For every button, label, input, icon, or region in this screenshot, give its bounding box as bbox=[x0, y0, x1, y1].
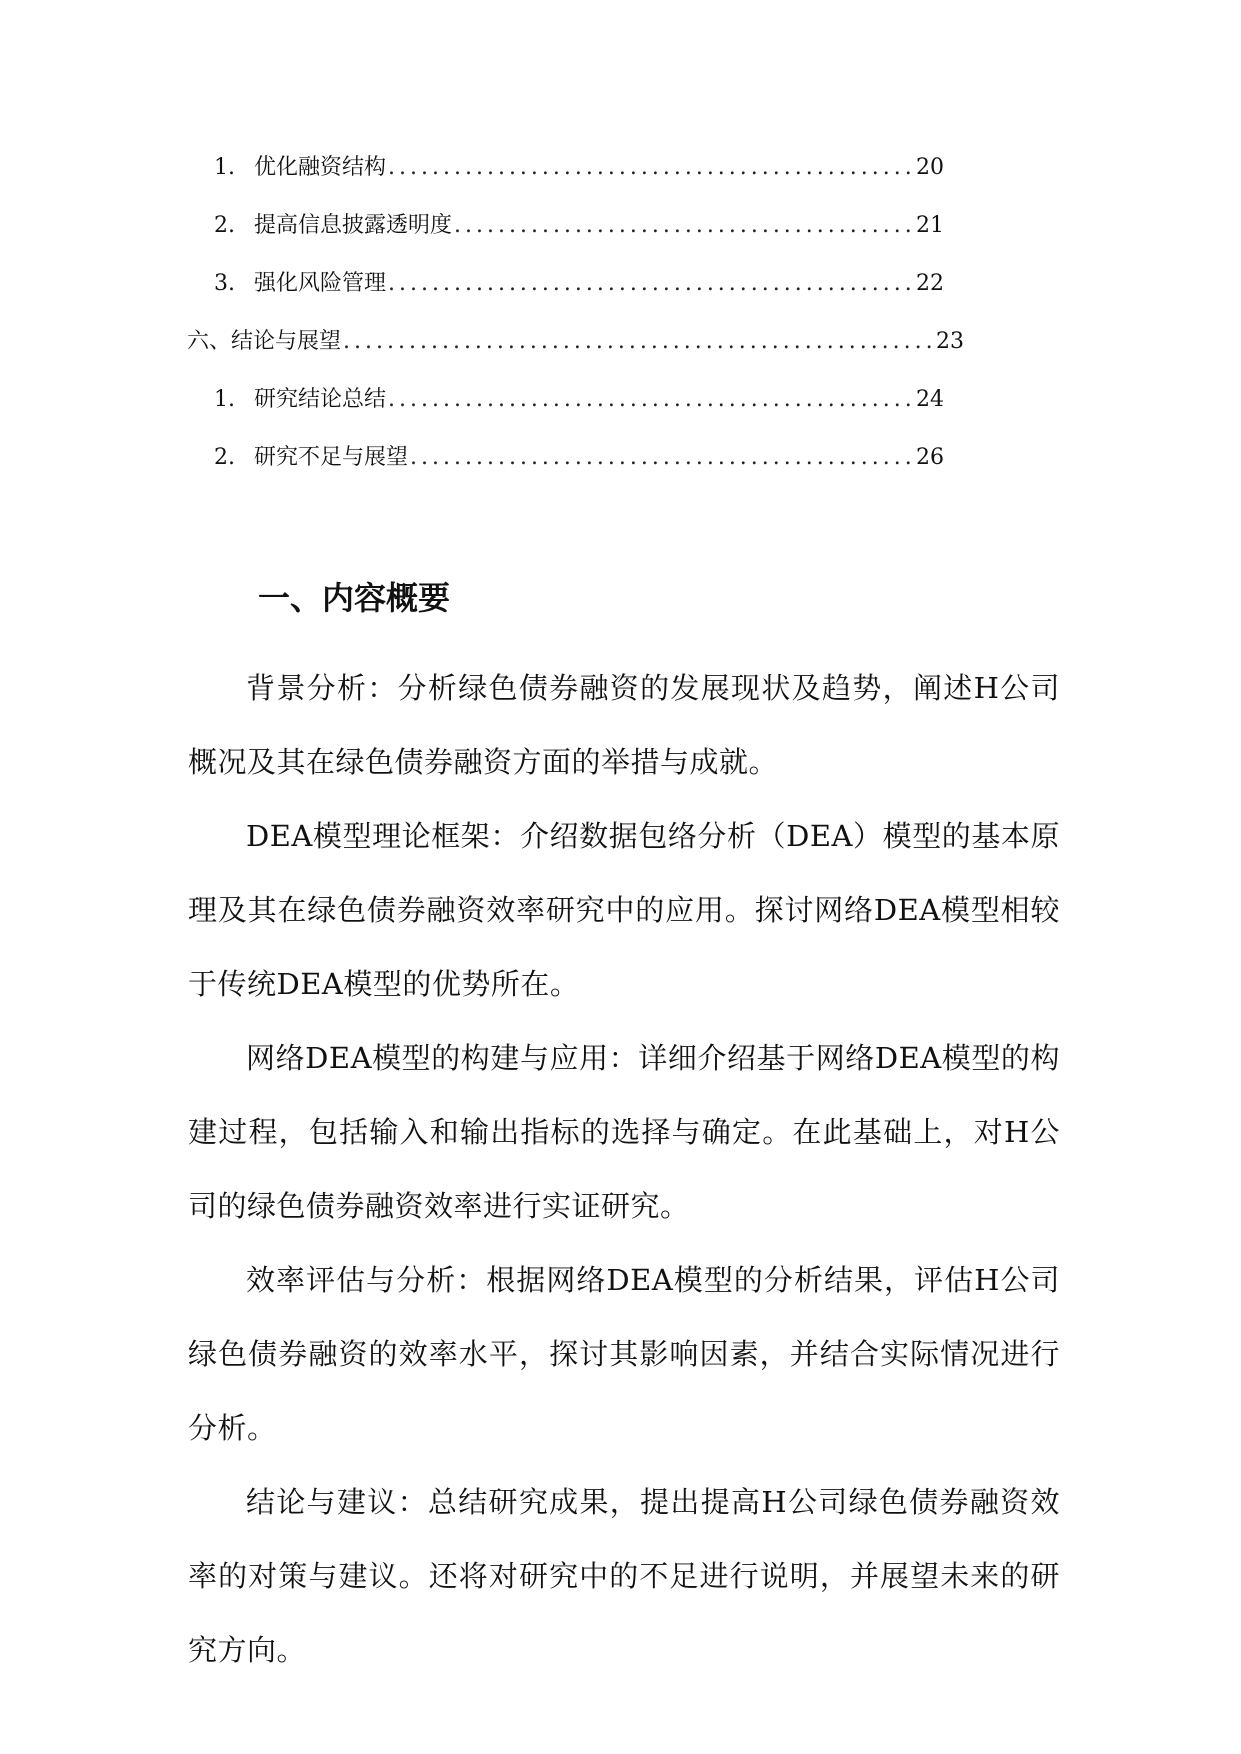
toc-leader-dots bbox=[388, 150, 914, 186]
toc-entry-label: 提高信息披露透明度 bbox=[254, 213, 453, 238]
toc-entry-page: 21 bbox=[916, 213, 944, 238]
toc-entry-number: 1. bbox=[214, 155, 235, 180]
paragraph-efficiency-evaluation: 效率评估与分析：根据网络DEA模型的分析结果，评估H公司绿色债券融资的效率水平，探讨其影响因素，并结合实际情况进行分析。 bbox=[188, 1263, 1060, 1445]
toc-entry-page: 26 bbox=[916, 445, 944, 470]
toc-entry[interactable] bbox=[214, 440, 944, 476]
paragraph-network-dea-construction: 网络DEA模型的构建与应用：详细介绍基于网络DEA模型的构建过程，包括输入和输出指标的选择与确定。在此基础上，对H公司的绿色债券融资效率进行实证研究。 bbox=[188, 1041, 1060, 1223]
paragraph-dea-framework: DEA模型理论框架：介绍数据包络分析（DEA）模型的基本原理及其在绿色债券融资效率研究中的应用。探讨网络DEA模型相较于传统DEA模型的优势所在。 bbox=[188, 819, 1060, 1001]
section-heading: 一、内容概要 bbox=[258, 579, 451, 617]
toc-leader-dots bbox=[410, 440, 914, 476]
toc-leader-dots bbox=[454, 208, 914, 244]
paragraph-background-analysis: 背景分析：分析绿色债券融资的发展现状及趋势，阐述H公司概况及其在绿色债券融资方面的举措与成就。 bbox=[188, 671, 1060, 779]
toc-leader-dots bbox=[388, 266, 914, 302]
toc-entry[interactable] bbox=[187, 324, 964, 360]
toc-entry[interactable] bbox=[214, 382, 944, 418]
toc-leader-dots bbox=[388, 382, 914, 418]
toc-entry-page: 23 bbox=[936, 329, 964, 354]
toc-entry[interactable] bbox=[214, 150, 944, 186]
toc-entry-label: 六、结论与展望 bbox=[187, 329, 342, 354]
toc-entry-page: 22 bbox=[916, 271, 944, 296]
toc-entry[interactable] bbox=[214, 266, 944, 302]
section-body bbox=[188, 651, 1060, 1687]
paragraph-conclusions: 结论与建议：总结研究成果，提出提高H公司绿色债券融资效率的对策与建议。还将对研究中的不足进行说明，并展望未来的研究方向。 bbox=[188, 1485, 1060, 1667]
toc-entry-number: 1. bbox=[214, 387, 235, 412]
toc-entry-number: 3. bbox=[214, 271, 235, 296]
toc-entry-label: 研究不足与展望 bbox=[254, 445, 409, 470]
toc-leader-dots bbox=[343, 324, 934, 360]
toc-entry[interactable] bbox=[214, 208, 944, 244]
toc-entry-page: 24 bbox=[916, 387, 944, 412]
toc-entry-number: 2. bbox=[214, 213, 235, 238]
toc-entry-label: 强化风险管理 bbox=[254, 271, 387, 296]
toc-entry-number: 2. bbox=[214, 445, 235, 470]
toc-entry-label: 研究结论总结 bbox=[254, 387, 387, 412]
toc-entry-label: 优化融资结构 bbox=[254, 155, 387, 180]
toc-entry-page: 20 bbox=[916, 155, 944, 180]
